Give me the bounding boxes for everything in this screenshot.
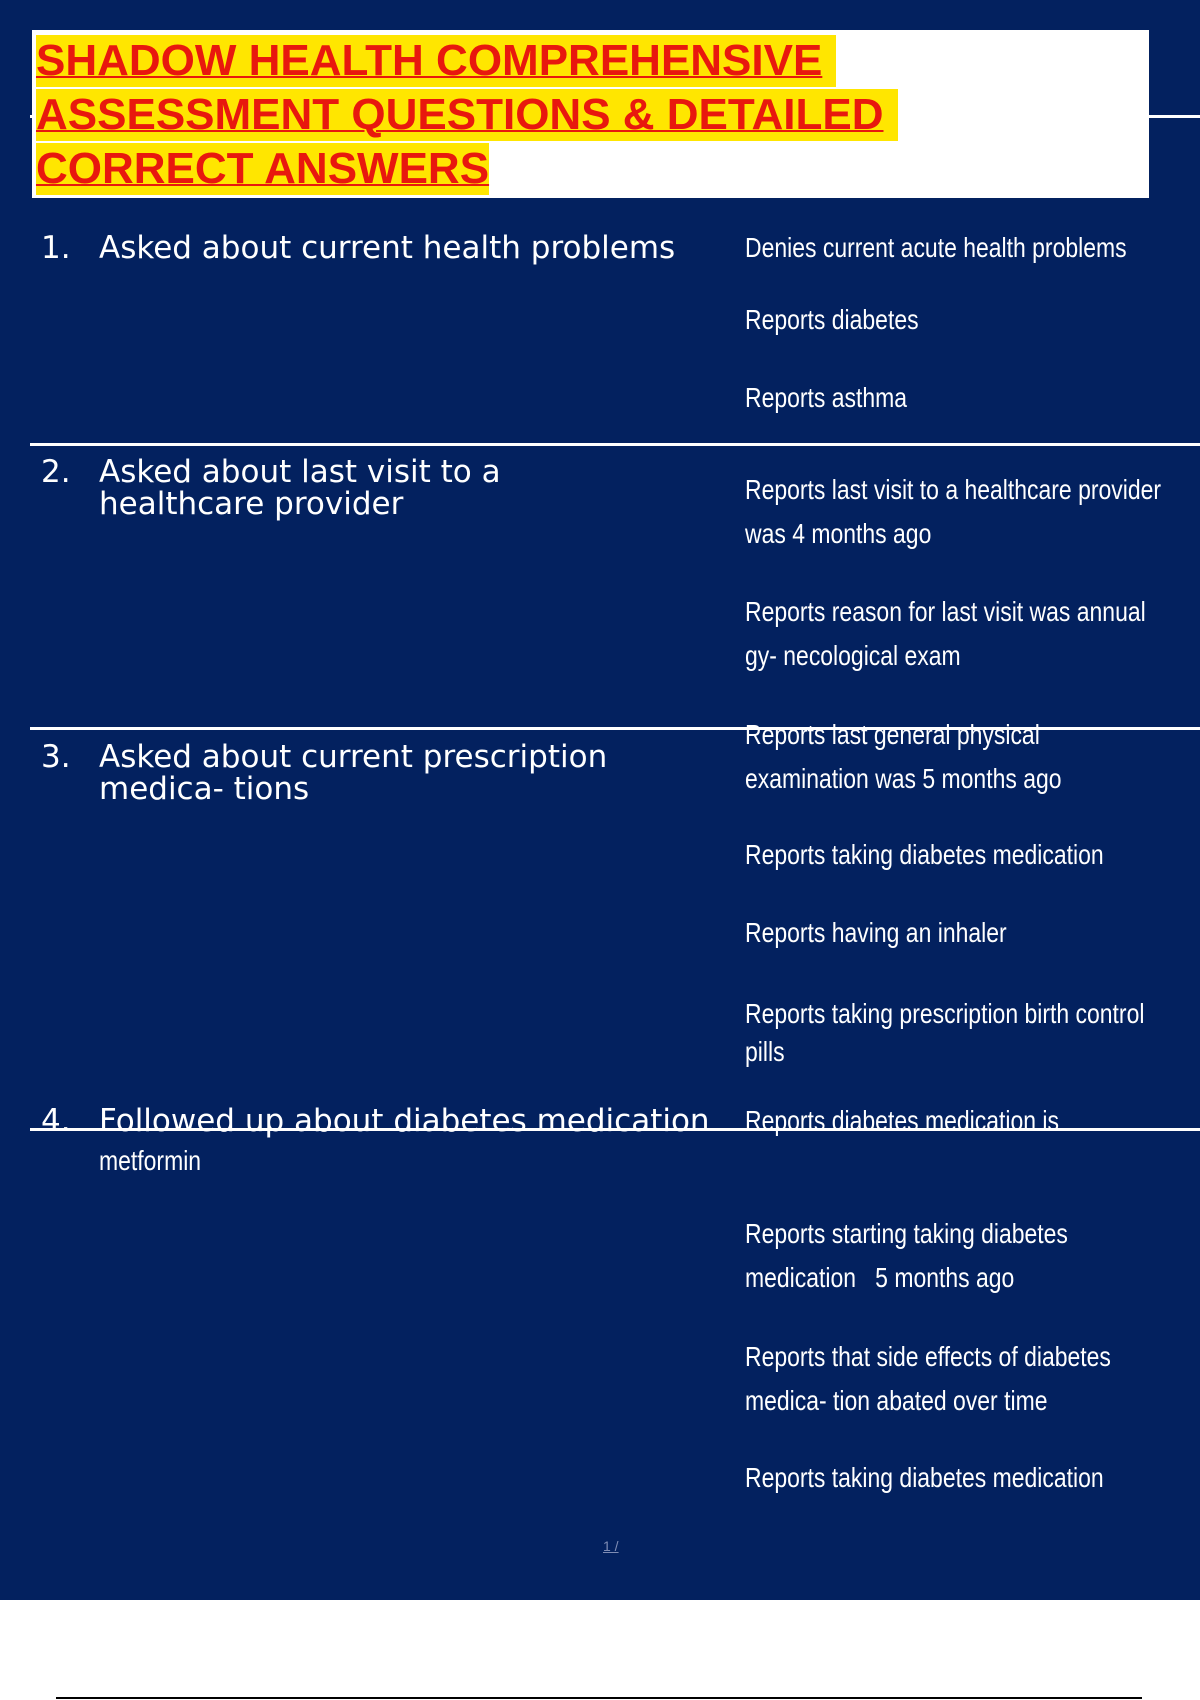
answer-7: Reports taking diabetes medication — [745, 839, 1104, 870]
question-text-line: medica- tions — [99, 771, 310, 807]
answer-13: Reports taking diabetes medication — [745, 1462, 1104, 1493]
answer-8: Reports having an inhaler — [745, 917, 1007, 948]
answer-line: medication 5 months ago — [745, 1262, 1015, 1293]
answer-line: examination was 5 months ago — [745, 763, 1062, 794]
question-number: 1. — [41, 230, 71, 266]
question-text-line: healthcare provider — [99, 486, 404, 522]
title-rule-right — [1149, 115, 1200, 118]
answer-6 — [745, 713, 1114, 801]
answer-line: Reports that side effects of diabetes — [745, 1341, 1111, 1372]
title-line-3: CORRECT ANSWERS — [36, 144, 490, 193]
answer-4 — [745, 468, 1162, 556]
answer-line: medica- tion abated over time — [745, 1385, 1048, 1416]
question-text-line: Asked about current prescription — [99, 739, 608, 775]
question-text: Followed up about diabetes medication — [99, 1103, 710, 1139]
answer-line: Reports reason for last visit was annual — [745, 596, 1146, 627]
section-divider — [30, 443, 1200, 446]
question-text: Asked about current health problems — [99, 230, 676, 266]
answer-2: Reports diabetes — [745, 304, 919, 335]
answer-11 — [745, 1212, 1114, 1300]
answer-line: Reports starting taking diabetes — [745, 1218, 1068, 1249]
question-text — [99, 741, 699, 805]
answer-3: Reports asthma — [745, 382, 908, 413]
title-rule-left — [30, 115, 34, 118]
question-4-continuation: metformin — [99, 1145, 202, 1176]
footer-divider — [56, 1697, 1142, 1699]
answer-9 — [745, 995, 1145, 1071]
question-number: 2. — [41, 454, 71, 490]
question-text-line: Asked about last visit to a — [99, 454, 501, 490]
answer-1: Denies current acute health problems — [745, 232, 1127, 263]
answer-line: gy- necological exam — [745, 640, 961, 671]
answer-12 — [745, 1335, 1114, 1423]
answer-10: Reports diabetes medication is — [745, 1105, 1059, 1136]
answer-5 — [745, 590, 1146, 678]
title-box — [32, 30, 1149, 198]
answer-line: pills — [745, 1036, 785, 1067]
answer-line: was 4 months ago — [745, 518, 932, 549]
question-text — [99, 456, 699, 520]
question-number: 4. — [41, 1103, 71, 1139]
title-line-2: ASSESSMENT QUESTIONS & DETAILED — [36, 89, 898, 141]
answer-line: Reports last general physical — [745, 719, 1040, 750]
page-number: 1 / — [603, 1538, 619, 1554]
question-number: 3. — [41, 739, 71, 775]
answer-line: Reports last visit to a healthcare provider — [745, 474, 1162, 505]
answer-line: Reports taking prescription birth control — [745, 998, 1145, 1029]
title-line-1: SHADOW HEALTH COMPREHENSIVE — [36, 35, 836, 87]
